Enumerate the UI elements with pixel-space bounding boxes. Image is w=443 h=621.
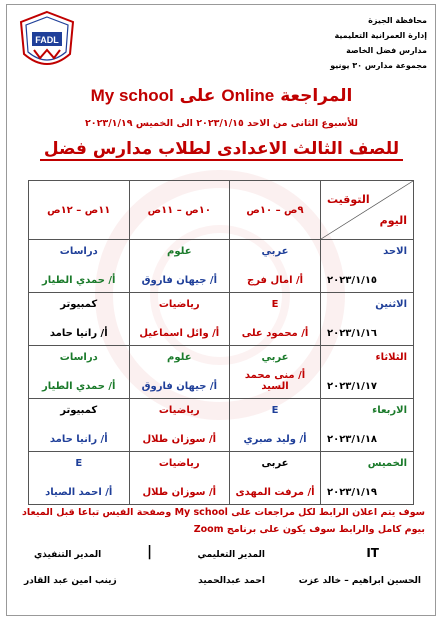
session-cell [129,452,230,505]
subject: علوم [167,246,192,257]
day-cell [321,346,414,399]
teacher: أ/ منى محمد السيد [244,370,306,392]
teacher: أ/ رانيا حامد [49,328,108,339]
exec-manager-name: زينب امين عبد القادر [24,576,117,586]
teacher: أ/ جيهان فاروق [141,275,218,286]
day-date: ٢٠٢٣/١/١٩ [327,487,378,498]
session-cell [230,240,321,293]
teacher: أ/ حمدي الطيار [42,381,116,392]
it-names: الحسين ابراهيم – خالد عزت [298,576,421,586]
subject: رياضيات [158,458,200,469]
header-administration: إدارة العمرانية التعليمية [334,31,427,40]
edu-manager-name: احمد عبدالحميد [198,576,265,586]
title-part1: المراجعة [280,86,353,106]
table-row [29,452,414,505]
session-cell [129,293,230,346]
page-title [0,86,443,106]
session-cell [29,240,130,293]
teacher: أ/ احمد الصياد [45,487,113,498]
day-name: الاثنين [375,299,407,310]
teacher: أ/ وائل اسماعيل [139,328,220,339]
slot-header: ١١ص – ١٢ص [29,181,130,240]
subject: عربي [261,246,289,257]
day-cell [321,452,414,505]
school-logo [18,10,76,76]
day-name: الثلاثاء [375,352,407,363]
teacher: أ/ رانيا حامد [49,434,108,445]
session-cell [29,399,130,452]
logo-text: FADL [35,35,59,45]
exec-manager-title: المدير التنفيذي [34,550,102,560]
note-line-1: سوف يتم اعلان الرابط لكل مراجعات على My school وصفحة الفيس تباعا قبل الميعاد [22,507,425,518]
session-cell [29,293,130,346]
day-cell [321,399,414,452]
day-cell [321,240,414,293]
slot-header: ١٠ص – ١١ص [129,181,230,240]
teacher: أ/ سوزان طلال [142,434,217,445]
session-cell [230,399,321,452]
session-cell [29,346,130,399]
time-label: التوقيت [327,193,370,206]
subject: دراسات [59,352,98,363]
day-name: الاحد [383,246,407,257]
day-cell [321,293,414,346]
table-row [29,346,414,399]
slot-header: ٩ص – ١٠ص [230,181,321,240]
day-name: الاربعاء [372,405,407,416]
teacher: أ/ سوزان طلال [142,487,217,498]
day-date: ٢٠٢٣/١/١٧ [327,381,378,392]
footer-separator: | [147,544,153,560]
subject: عربي [261,352,289,363]
session-cell [129,346,230,399]
day-date: ٢٠٢٣/١/١٥ [327,275,378,286]
teacher: أ/ جيهان فاروق [141,381,218,392]
subject: كمبيوتر [60,405,98,416]
grade-title-text: للصف الثالث الاعدادى لطلاب مدارس فضل [40,139,403,161]
subject: علوم [167,352,192,363]
it-label: IT [366,546,379,560]
teacher: أ/ محمود على [241,328,309,339]
subject: رياضيات [158,405,200,416]
session-cell [230,346,321,399]
week-subtitle: للأسبوع الثانى من الاحد ٢٠٢٣/١/١٥ الى الخميس ٢٠٢٣/١/١٩ [85,118,358,129]
header-governorate: محافظة الجيزة [368,16,427,25]
subject: دراسات [59,246,98,257]
schedule-table [28,180,414,505]
note-line-2: بيوم كامل والرابط سوف يكون على برنامج Zoom [193,524,425,535]
teacher: أ/ امال فرج [246,275,304,286]
subject: E [75,458,83,469]
table-row [29,293,414,346]
subject: كمبيوتر [60,299,98,310]
subject: عربى [261,458,289,469]
day-date: ٢٠٢٣/١/١٦ [327,328,378,339]
title-school: My school [90,86,174,105]
table-row [29,240,414,293]
subject: E [271,405,279,416]
day-date: ٢٠٢٣/١/١٨ [327,434,378,445]
table-header-row [29,181,414,240]
teacher: أ/ وليد صبري [243,434,307,445]
session-cell [29,452,130,505]
header-group: مجموعة مدارس ٣٠ يونيو [330,61,427,70]
corner-cell [321,181,414,240]
teacher: أ/ مرفت المهدى [235,487,315,498]
header-school: مدارس فضل الخاصة [346,46,427,55]
title-online: Online [221,86,275,105]
session-cell [230,293,321,346]
table-row [29,399,414,452]
day-label: اليوم [379,214,407,227]
edu-manager-title: المدير التعليمي [197,550,265,560]
corner-diagonal [321,181,413,239]
title-part2: على [179,86,216,106]
day-name: الخميس [367,458,407,469]
session-cell [230,452,321,505]
subject: E [271,299,279,310]
teacher: أ/ حمدي الطيار [42,275,116,286]
session-cell [129,240,230,293]
subject: رياضيات [158,299,200,310]
session-cell [129,399,230,452]
grade-title [0,139,443,159]
